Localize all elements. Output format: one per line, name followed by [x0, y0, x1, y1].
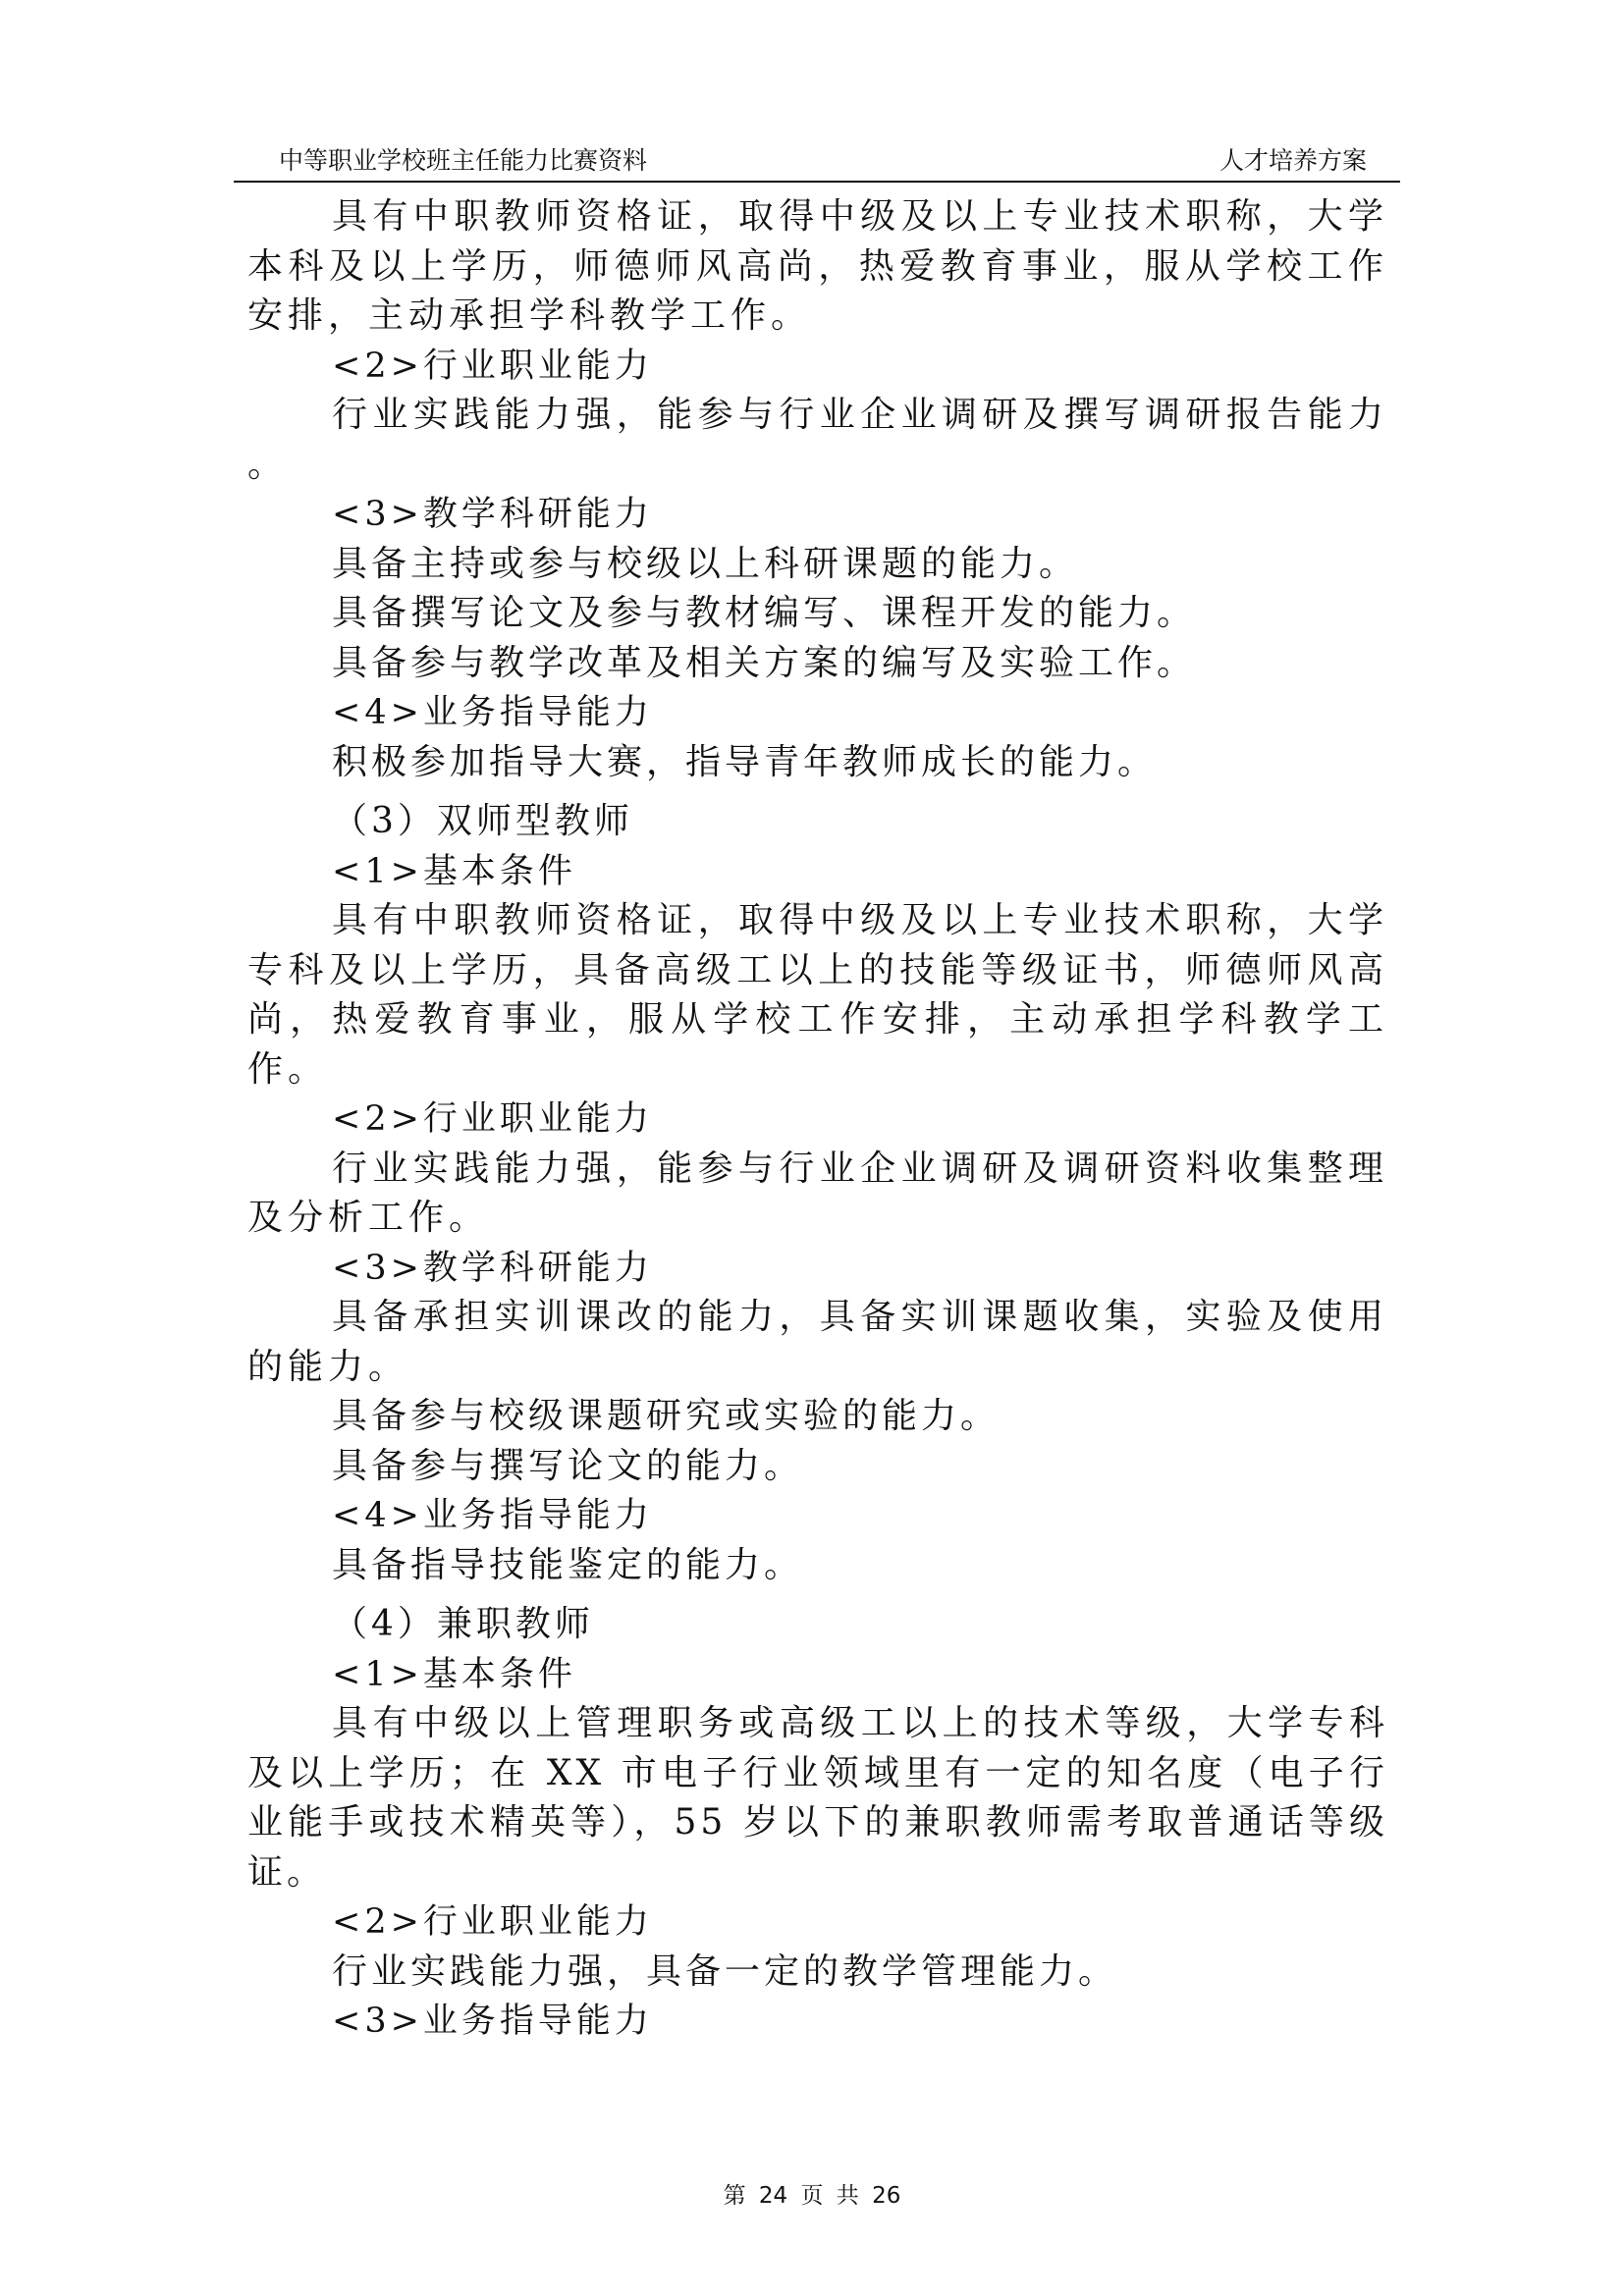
subheading-guidance-ability: <4>业务指导能力: [332, 693, 653, 732]
document-body: [247, 192, 1405, 2047]
paragraph-basic-conditions-text: 具有中职教师资格证，取得中级及以上专业技术职称，大学本科及以上学历，师德师风高尚，热爱教育事业，服从学校工作安排，主动承担学科教学工作。: [247, 196, 1388, 336]
subheading-guidance-ability: <4>业务指导能力: [332, 1496, 653, 1535]
header-section-title: 人才培养方案: [1218, 146, 1367, 175]
paragraph-research-item: 具备参与撰写论文的能力。: [332, 1445, 804, 1486]
paragraph-industry-ability-text: 行业实践能力强，能参与行业企业调研及撰写调研报告能力 。: [247, 395, 1405, 485]
page-header: [234, 135, 1400, 183]
paragraph-guidance-text: 积极参加指导大赛，指导青年教师成长的能力。: [332, 741, 1158, 782]
paragraph-industry-ability-text: 行业实践能力强，具备一定的教学管理能力。: [332, 1950, 1118, 1992]
subheading-research-ability: <3>教学科研能力: [332, 495, 653, 534]
subheading-basic-conditions: <1>基本条件: [332, 1654, 576, 1694]
subheading-industry-ability: <2>行业职业能力: [332, 1902, 653, 1942]
subheading-guidance-ability: <3>业务指导能力: [332, 2002, 653, 2041]
paragraph-guidance-text: 具备指导技能鉴定的能力。: [332, 1544, 804, 1585]
paragraph-research-item: 具备撰写论文及参与教材编写、课程开发的能力。: [332, 593, 1197, 633]
subheading-industry-ability: <2>行业职业能力: [332, 1099, 653, 1139]
paragraph-basic-conditions-text: 具有中职教师资格证，取得中级及以上专业技术职称，大学专科及以上学历，具备高级工以上的技能等级证书，师德师风高尚，热爱教育事业，服从学校工作安排，主动承担学科教学工作。: [247, 900, 1388, 1090]
section-heading-dual-teacher: （3）双师型教师: [332, 801, 633, 841]
header-document-title: 中等职业学校班主任能力比赛资料: [279, 146, 648, 175]
page-number-footer: 第 24 页 共 26: [723, 2183, 901, 2209]
paragraph-industry-ability-text: 行业实践能力强，能参与行业企业调研及调研资料收集整理及分析工作。: [247, 1148, 1388, 1238]
section-heading-part-time-teacher: （4）兼职教师: [332, 1604, 594, 1644]
subheading-industry-ability: <2>行业职业能力: [332, 346, 653, 386]
paragraph-research-item: 具备承担实训课改的能力，具备实训课题收集，实验及使用的能力。: [247, 1297, 1388, 1387]
paragraph-research-item: 具备主持或参与校级以上科研课题的能力。: [332, 543, 1079, 584]
paragraph-basic-conditions-text: 具有中级以上管理职务或高级工以上的技术等级，大学专科及以上学历；在 XX 市电子行业领域里有一定的知名度（电子行业能手或技术精英等），55 岁以下的兼职教师需考取普通话等级证。: [247, 1703, 1388, 1893]
subheading-basic-conditions: <1>基本条件: [332, 851, 576, 891]
paragraph-research-item: 具备参与校级课题研究或实验的能力。: [332, 1396, 1001, 1436]
subheading-research-ability: <3>教学科研能力: [332, 1248, 653, 1288]
paragraph-research-item: 具备参与教学改革及相关方案的编写及实验工作。: [332, 642, 1197, 683]
